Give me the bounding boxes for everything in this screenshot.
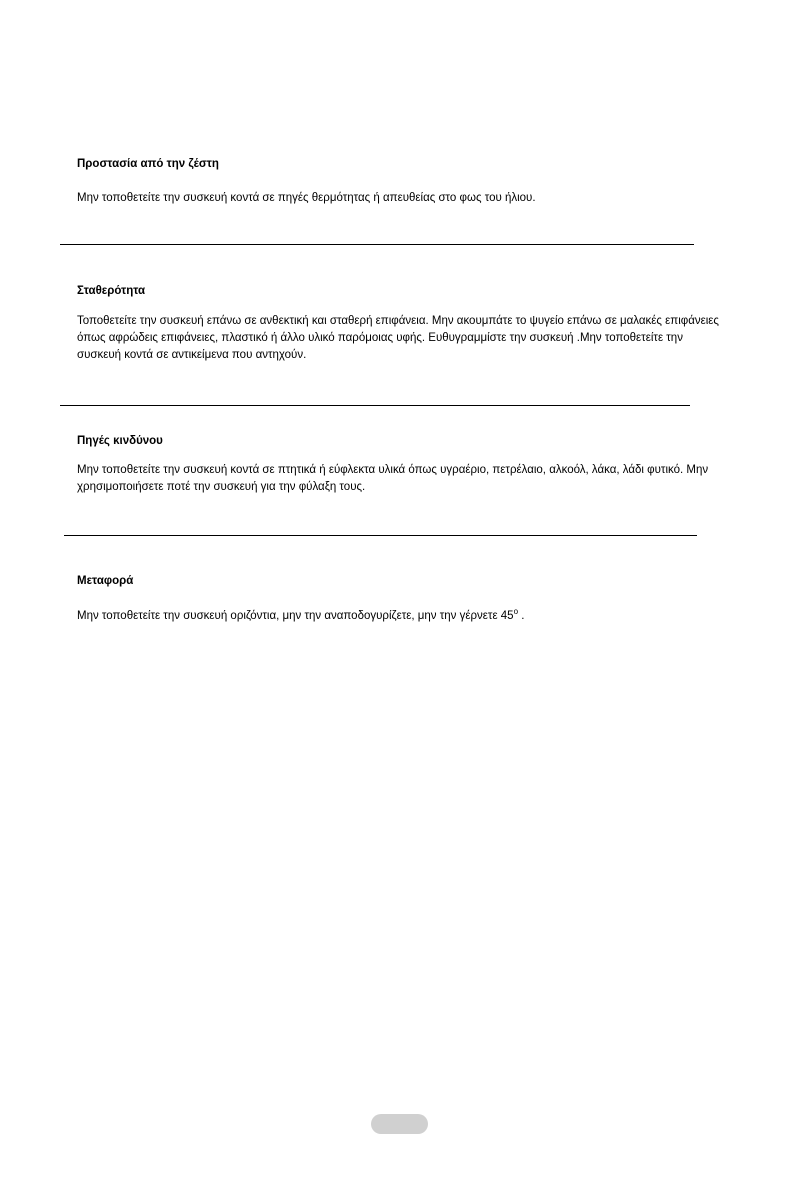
divider-line xyxy=(60,244,694,245)
page-number-pill xyxy=(371,1114,428,1134)
degree-superscript: o xyxy=(513,606,519,616)
section-hazard-sources xyxy=(77,435,722,496)
section-heat-protection xyxy=(77,158,727,207)
section-body: Μην τοποθετείτε την συσκευή κοντά σε πηγές θερμότητας ή απευθείας στο φως του ήλιου. xyxy=(77,191,536,204)
section-heading: Προστασία από την ζέστη xyxy=(77,158,219,170)
section-body-text: Μην τοποθετείτε την συσκευή οριζόντια, μην την αναποδογυρίζετε, μην την γέρνετε 45 xyxy=(77,609,514,622)
section-heading: Πηγές κινδύνου xyxy=(77,435,163,447)
section-body-tail: . xyxy=(518,609,525,622)
divider-line xyxy=(60,405,690,406)
section-stability xyxy=(77,285,722,364)
section-body xyxy=(77,603,727,625)
section-body: Τοποθετείτε την συσκευή επάνω σε ανθεκτική και σταθερή επιφάνεια. Μην ακουμπάτε το ψυγείο επάνω σε μαλακές επιφάνειες όπως αφρώδεις επιφάνειες, πλαστικό ή άλλο υλικό παρόμοιας υφής. Ευθυγραμμίστε την συσκευή .Μην τοποθετείτε την συσκευή κοντά σε αντικείμενα που αντηχούν. xyxy=(77,314,719,361)
section-body: Μην τοποθετείτε την συσκευή κοντά σε πτητικά ή εύφλεκτα υλικά όπως υγραέριο, πετρέλαιο, αλκοόλ, λάκα, λάδι φυτικό. Μην χρησιμοποιήσετε ποτέ την συσκευή για την φύλαξη τους. xyxy=(77,463,709,493)
section-transport xyxy=(77,575,727,625)
section-heading: Σταθερότητα xyxy=(77,285,146,297)
divider-line xyxy=(64,535,697,536)
section-heading: Μεταφορά xyxy=(77,575,134,587)
